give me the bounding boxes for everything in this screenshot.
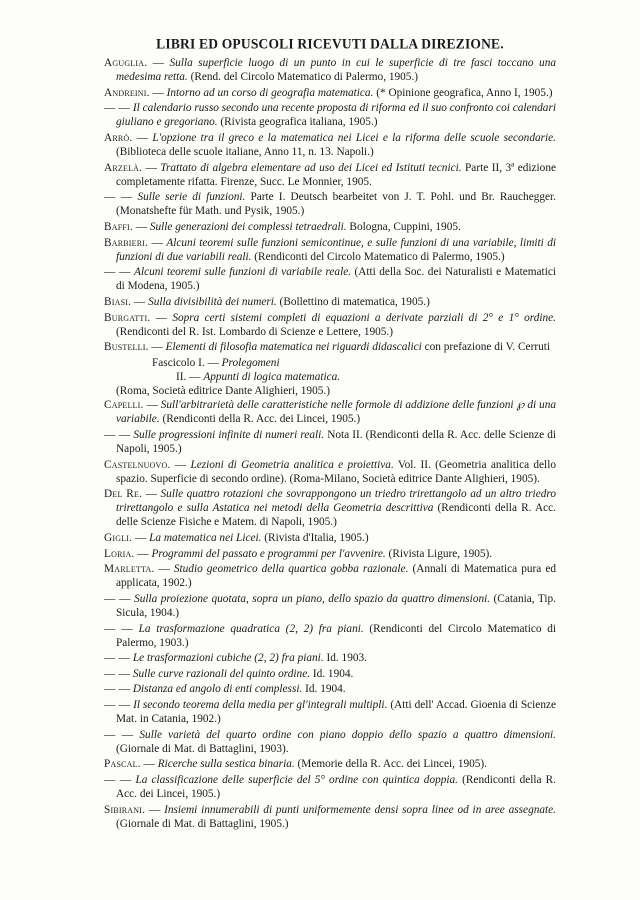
- entry-title: Sull'arbitrarietà delle caratteristiche nelle formole di addizione delle funzioni ℘ di una variabile.: [116, 399, 557, 426]
- entry-title: Lezioni di Geometria analitica e proiettiva.: [190, 458, 394, 471]
- entry-author: Andreini.: [104, 86, 150, 99]
- entry-separator: —: [154, 563, 174, 576]
- bibliography-entry: [104, 562, 556, 590]
- entry-title: Sulle varietà del quarto ordine con piano doppio dello spazio a quattro dimensioni.: [139, 728, 556, 741]
- entry-publication: (Rivista Ligure, 1905).: [385, 547, 493, 560]
- entry-title: La trasformazione quadratica (2, 2) fra piani.: [138, 622, 364, 635]
- entry-publication: (Bollettino di matematica, 1905.): [276, 296, 430, 308]
- entry-author: Barbieri.: [104, 236, 149, 249]
- entry-publication: (Atti dell' Accad. Gioenia di Scienze Mat. in Catania, 1902.): [116, 699, 556, 726]
- entry-title: Alcuni teoremi sulle funzioni semicontinue, e sulle funzioni di una variabile, limiti di funzioni di due variabili reali.: [116, 236, 556, 263]
- bibliography-entry: [104, 56, 556, 84]
- bibliography-entry: [104, 190, 556, 218]
- entry-title: La matematica nei Licei.: [149, 532, 262, 544]
- entry-author: Castelnuovo.: [104, 458, 171, 471]
- bibliography-entry: [104, 803, 556, 831]
- entry-title: Intorno ad un corso di geografia matematica.: [166, 86, 374, 99]
- entry-publication: (Rivista geografica italiana, 1905.): [217, 116, 378, 129]
- bibliography-page: [104, 36, 556, 831]
- bibliography-entry: [104, 458, 556, 486]
- bibliography-entry: [104, 487, 556, 529]
- entry-separator: —: [149, 86, 167, 99]
- entry-author: — —: [104, 652, 131, 665]
- entry-separator: —: [134, 547, 152, 560]
- entry-title: Il secondo teorema della media per gl'integrali multipli.: [133, 699, 388, 712]
- entry-publication: (Annali di Matematica pura ed applicata, 1902.): [116, 563, 556, 590]
- entry-title: Ricerche sulla sestica binaria.: [157, 758, 295, 771]
- entry-publication: (Rendiconti della R. Acc. delle Scienze Fisiche e Matem. di Napoli, 1905.): [116, 502, 556, 529]
- entry-title: Insiemi innumerabili di punti uniformemente densi sopra linee od in aree assegnate.: [164, 803, 556, 816]
- entry-title: Il calendario russo secondo una recente proposta di riforma ed il suo confronto coi calendari giuliano e gregoriano.: [116, 102, 556, 129]
- entry-title: Distanza ed angolo di enti complessi.: [132, 683, 303, 696]
- entry-author: Arzelà.: [104, 161, 143, 174]
- bibliography-entry: [104, 220, 556, 234]
- entry-list: [104, 398, 556, 831]
- entry-separator: —: [143, 399, 161, 412]
- entry-separator: —: [147, 57, 170, 69]
- entry-author: Gigli.: [104, 532, 133, 544]
- bibliography-entry: [104, 236, 556, 264]
- part-title: Appunti di logica matematica.: [203, 370, 341, 383]
- bibliography-entry: [104, 428, 556, 456]
- entry-title: Alcuni teoremi sulle funzioni di variabile reale.: [134, 266, 352, 279]
- entry-title: Elementi di filosofia matematica nei riguardi didascalici: [165, 341, 422, 354]
- entry-title: Sulla divisibilità dei numeri.: [148, 296, 277, 308]
- entry-publication: Id. 1903.: [323, 652, 367, 665]
- entry-list: [104, 56, 556, 354]
- bibliography-entry: [104, 592, 556, 620]
- bibliography-entry: [104, 682, 556, 696]
- bibliography-entry: [104, 161, 556, 189]
- entry-separator: —: [142, 488, 161, 501]
- entry-author: Aguglia.: [104, 57, 148, 69]
- entry-author: Del Re.: [104, 488, 143, 501]
- entry-separator: —: [140, 758, 158, 771]
- bibliography-entry: [104, 698, 556, 726]
- entry-author: Burgatti.: [104, 311, 151, 324]
- entry-publication: (Giornale di Mat. di Battaglini, 1905.): [116, 817, 289, 830]
- entry-separator: —: [131, 296, 149, 308]
- entry-author: Arrò.: [104, 131, 133, 144]
- entry-publication: (Rendiconti della R. Acc. dei Lincei, 1905.): [159, 413, 361, 426]
- entry-title: Programmi del passato e programmi per l'avvenire.: [151, 547, 386, 560]
- entry-separator: —: [142, 161, 161, 174]
- entry-separator: —: [148, 341, 166, 354]
- entry-title: Sopra certi sistemi completi di equazioni a derivate parziali di 2° e 1° ordine.: [172, 311, 556, 324]
- entry-author: — —: [104, 622, 133, 635]
- entry-author: — —: [104, 667, 131, 680]
- entry-publication: Parte II, 3ª edizione completamente rifatta. Firenze, Succ. Le Monnier, 1905.: [116, 161, 556, 188]
- bibliography-entry: [104, 547, 556, 561]
- entry-publication: (Giornale di Mat. di Battaglini, 1903).: [116, 742, 289, 755]
- part-label: II. —: [176, 370, 201, 383]
- bibliography-entry: [104, 265, 556, 293]
- entry-author: — —: [104, 728, 134, 741]
- entry-separator: —: [170, 458, 191, 471]
- entry-title: Sulle quattro rotazioni che sovrappongono un triedro trirettangolo ad un altro triedro trirettangolo e sulla Astatica nei metodi della Geometria descrittiva: [116, 488, 556, 515]
- entry-publication: Id. 1904.: [310, 667, 354, 680]
- entry-publication: (Rendiconti del Circolo Matematico di Palermo, 1903.): [116, 622, 556, 649]
- bibliography-entry: [104, 757, 556, 771]
- entry-separator: —: [148, 236, 167, 249]
- part-label: Fascicolo I. —: [152, 356, 219, 369]
- entry-publication: Bologna, Cuppini, 1905.: [346, 221, 461, 234]
- entry-title: Sulla proiezione quotata, sopra un piano, dello spazio da quattro dimensioni.: [134, 592, 491, 605]
- page-title: LIBRI ED OPUSCOLI RICEVUTI DALLA DIREZIONE.: [156, 35, 504, 52]
- entry-author: — —: [104, 428, 131, 441]
- entry-publication: Id. 1904.: [302, 683, 346, 696]
- entry-title: Trattato di algebra elementare ad uso dei Licei ed Istituti tecnici.: [160, 161, 462, 174]
- bibliography-entry: [104, 398, 556, 426]
- entry-publication: (Rendiconti della R. Acc. dei Lincei, 1905.): [116, 774, 557, 801]
- entry-title: Sulle curve razionali del quinto ordine.: [132, 667, 311, 680]
- entry-author: — —: [104, 699, 131, 712]
- bibliography-entry: [104, 131, 556, 159]
- entry-author: Marletta.: [104, 563, 155, 576]
- entry-title: Le trasformazioni cubiche (2, 2) fra piani.: [132, 652, 324, 665]
- entry-author: — —: [104, 683, 131, 696]
- entry-author: — —: [104, 266, 131, 279]
- entry-publication: (Rendiconti del Circolo Matematico di Palermo, 1905.): [251, 250, 505, 263]
- entry-author: Biasi.: [104, 296, 132, 308]
- entry-publication: (Memorie della R. Acc. dei Lincei, 1905).: [294, 758, 488, 771]
- entry-author: Bustelli.: [104, 341, 149, 354]
- entry-author: Loria.: [104, 547, 135, 560]
- part-title: Prolegomeni: [221, 356, 280, 369]
- entry-author: — —: [104, 191, 133, 204]
- bibliography-entry: [104, 667, 556, 681]
- entry-publication: (Rend. del Circolo Matematico di Palermo, 1905.): [187, 71, 419, 84]
- publisher-note: (Roma, Società editrice Dante Alighieri, 1905.): [116, 385, 330, 398]
- entry-publication: Parte I. Deutsch bearbeitet von J. T. Pohl. und Br. Rauchegger. (Monatshefte für Math. und Pysik, 1905.): [116, 191, 556, 218]
- bibliography-entry: [104, 651, 556, 665]
- entry-author: — —: [104, 592, 131, 605]
- bibliography-entry: [104, 773, 556, 801]
- entry-separator: —: [132, 131, 153, 144]
- entry-publication: (Catania, Tip. Sicula, 1904.): [116, 592, 556, 619]
- entry-publication: (Rivista d'Italia, 1905.): [261, 532, 369, 544]
- entry-author: Pascal.: [104, 758, 141, 771]
- bustelli-parts: [104, 356, 556, 398]
- bibliography-entry: [104, 340, 556, 354]
- entry-author: Baffi.: [104, 221, 133, 234]
- entry-title: Studio geometrico della quartica gobba razionale.: [173, 563, 409, 576]
- entry-separator: —: [150, 311, 173, 324]
- entry-title: Sulle serie di funzioni.: [137, 191, 246, 204]
- bibliography-entry: [104, 311, 556, 339]
- entry-publication: (Rendiconti del R. Ist. Lombardo di Scienze e Lettere, 1905.): [116, 325, 394, 338]
- entry-publication: Vol. II. (Geometria analitica dello spazio. Superficie di secondo ordine). (Roma-Milano, Società editrice Dante Alighieri, 1905).: [116, 458, 556, 485]
- bibliography-entry: [104, 295, 556, 309]
- entry-author: Sibirani.: [104, 803, 146, 816]
- entry-title: Sulle generazioni dei complessi tetraedrali.: [149, 221, 347, 234]
- entry-publication: (Atti della Soc. dei Naturalisti e Matematici di Modena, 1905.): [116, 266, 556, 293]
- entry-author: — —: [104, 102, 131, 115]
- entry-publication: Nota II. (Rendiconti della R. Acc. delle Scienze di Napoli, 1905.): [116, 428, 557, 455]
- entry-publication: con prefazione di V. Cerruti: [421, 341, 551, 354]
- bibliography-entry: [104, 86, 556, 100]
- entry-separator: —: [132, 532, 150, 544]
- entry-title: L'opzione tra il greco e la matematica nei Licei e la riforma delle scuole secondarie.: [152, 131, 556, 144]
- entry-publication: (* Opinione geografica, Anno I, 1905.): [373, 86, 553, 99]
- entry-title: Sulle progressioni infinite di numeri reali.: [133, 428, 325, 441]
- bibliography-entry: [104, 622, 556, 650]
- bibliography-entry: [104, 101, 556, 129]
- bibliography-entry: [104, 728, 556, 756]
- entry-author: Capelli.: [104, 399, 144, 412]
- bibliography-entry: [104, 531, 556, 545]
- entry-separator: —: [145, 803, 165, 816]
- entry-publication: (Biblioteca delle scuole italiane, Anno 11, n. 13. Napoli.): [116, 146, 374, 159]
- entry-separator: —: [132, 221, 150, 234]
- entry-title: La classificazione delle superficie del 5° ordine con quintica doppia.: [135, 774, 459, 786]
- entry-title: Sulla superficie luogo di un punto in cui le superficie di tre fasci toccano una medesima retta.: [116, 57, 556, 84]
- entry-author: — —: [104, 774, 132, 786]
